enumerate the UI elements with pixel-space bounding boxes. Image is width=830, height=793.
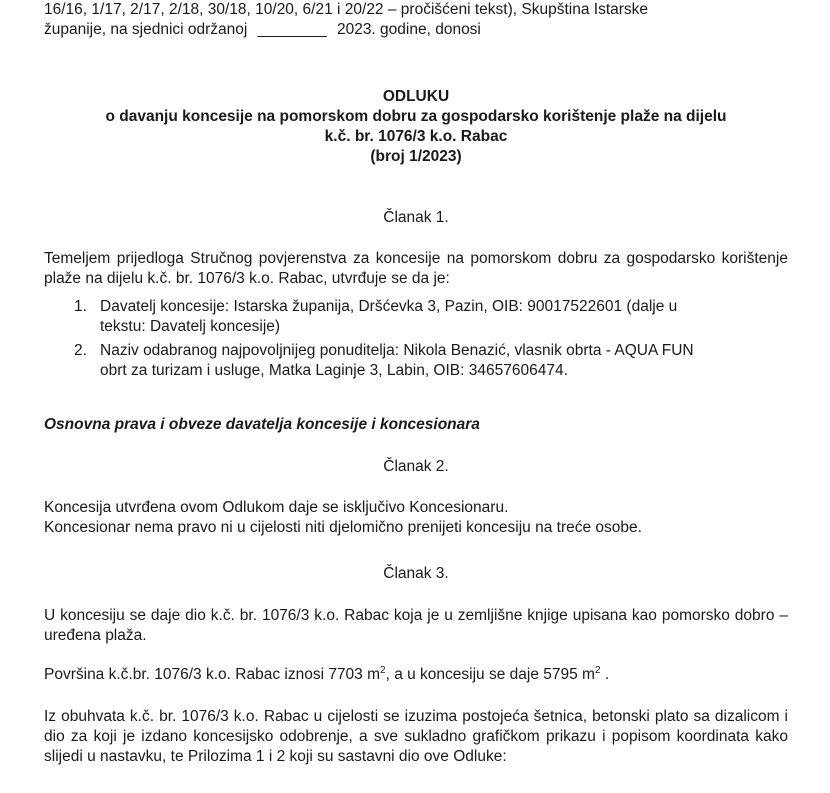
- intro-line-2: [44, 20, 788, 40]
- area-text-b: , a u koncesiju se daje 5795 m: [385, 666, 595, 683]
- document-subtitle-line-2: k.č. br. 1076/3 k.o. Rabac: [324, 128, 508, 145]
- list-item-line: tekstu: Davatelj koncesije): [100, 318, 281, 335]
- area-text-a: Površina k.č.br. 1076/3 k.o. Rabac iznosi 7703 m: [44, 666, 381, 683]
- list-item-line: Davatelj koncesije: Istarska županija, Dršćevka 3, Pazin, OIB: 90017522601 (dalje u: [100, 298, 678, 315]
- article-1-heading: Članak 1.: [383, 209, 449, 226]
- list-item-text: [100, 297, 788, 337]
- article-3-paragraph-2: [44, 665, 788, 685]
- area-text-c: .: [600, 666, 610, 683]
- list-item-text: [100, 341, 788, 381]
- document-title: ODLUKU: [382, 88, 450, 105]
- article-3-paragraph-3: Iz obuhvata k.č. br. 1076/3 k.o. Rabac u cijelosti se izuzima postojeća šetnica, betonski plato sa dizalicom i dio za koji je izdano koncesijsko odobrenje, a sve sukladno grafičkom prikazu i popisom koordinata kako slijedi u nastavku, te Prilozima 1 i 2 koji su sastavni dio ove Odluke:: [44, 708, 788, 765]
- article-2-line-1: Koncesija utvrđena ovom Odlukom daje se isključivo Koncesionaru.: [44, 499, 509, 516]
- article-3-paragraph-1: U koncesiju se daje dio k.č. br. 1076/3 k.o. Rabac koja je u zemljišne knjige upisana kao pomorsko dobro – uređena plaža.: [44, 607, 788, 644]
- intro-line-1: 16/16, 1/17, 2/17, 2/18, 30/18, 10/20, 6/21 i 20/22 – pročišćeni tekst), Skupština Istarske: [44, 1, 649, 18]
- document-number: (broj 1/2023): [370, 148, 462, 165]
- article-3-heading: Članak 3.: [383, 565, 449, 582]
- date-blank: ________: [257, 21, 327, 38]
- section-heading: Osnovna prava i obveze davatelja koncesije i koncesionara: [44, 416, 480, 433]
- article-2-line-2: Koncesionar nema pravo ni u cijelosti niti djelomično prenijeti koncesiju na treće osobe.: [44, 519, 642, 536]
- superscript: 2: [380, 664, 386, 676]
- article-2-heading: Članak 2.: [383, 458, 449, 475]
- intro-line-2-after: 2023. godine, donosi: [336, 21, 481, 38]
- list-item-line: obrt za turizam i usluge, Matka Laginje 3, Labin, OIB: 34657606474.: [100, 362, 568, 379]
- article-1-text: Temeljem prijedloga Stručnog povjerenstva za koncesije na pomorskom dobru za gospodarsko korištenje plaže na dijelu k.č. br. 1076/3 k.o. Rabac, utvrđuje se da je:: [44, 250, 788, 287]
- document-subtitle-line-1: o davanju koncesije na pomorskom dobru za gospodarsko korištenje plaže na dijelu: [105, 108, 727, 125]
- list-item-line: Naziv odabranog najpovoljnijeg ponuditelja: Nikola Benazić, vlasnik obrta - AQUA FUN: [100, 342, 694, 359]
- superscript: 2: [594, 664, 601, 676]
- list-item-number: 1.: [74, 298, 87, 315]
- intro-line-2-before: županije, na sjednici održanoj: [44, 21, 248, 38]
- list-item-number: 2.: [74, 342, 87, 359]
